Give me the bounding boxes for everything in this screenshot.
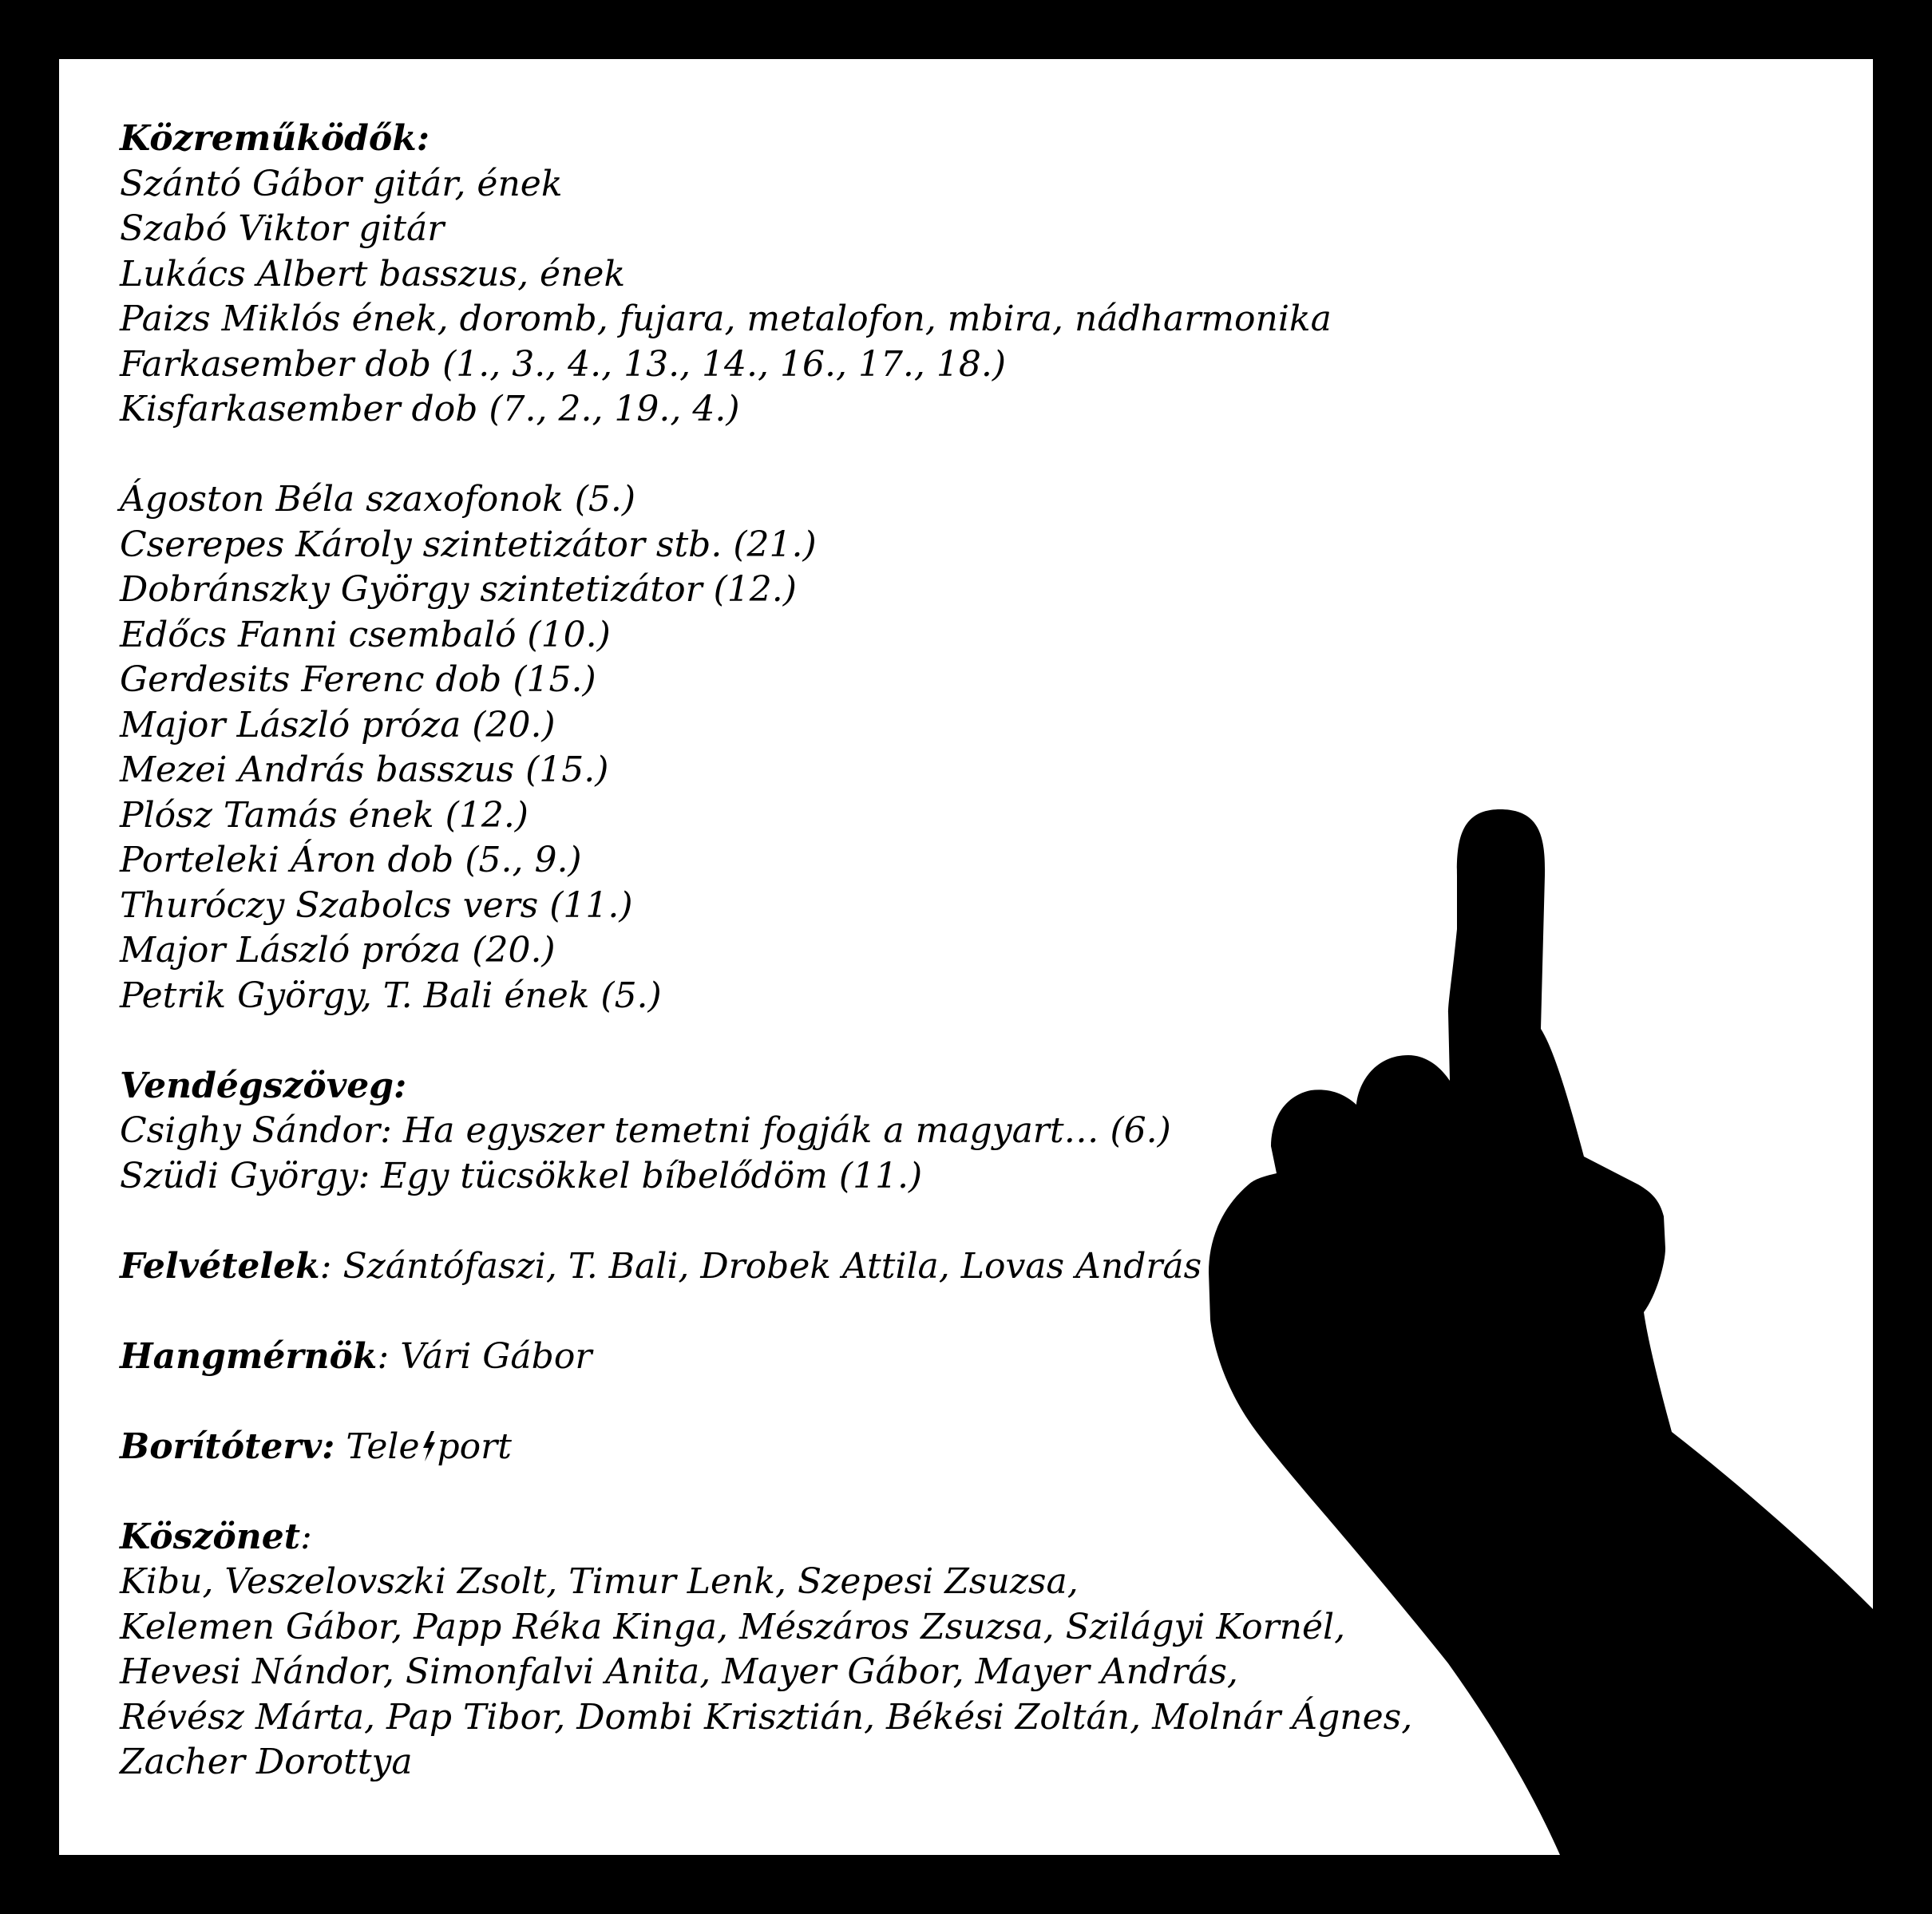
guest-contributor-line: Mezei András basszus (15.) bbox=[120, 749, 609, 790]
guest-contributor-line: Thuróczy Szabolcs vers (11.) bbox=[120, 884, 633, 926]
contributors-heading: Közreműködők: bbox=[120, 118, 430, 159]
guest-texts-heading: Vendégszöveg: bbox=[120, 1065, 407, 1106]
contributor-line: Kisfarkasember dob (7., 2., 19., 4.) bbox=[120, 389, 740, 429]
credits-text bbox=[120, 117, 1477, 1785]
thanks-line: Kibu, Veszelovszki Zsolt, Timur Lenk, Szepesi Zsuzsa, bbox=[120, 1561, 1079, 1602]
guest-text-line: Szüdi György: Egy tücsökkel bíbelődöm (11.) bbox=[120, 1155, 923, 1196]
spacer bbox=[120, 1289, 1477, 1335]
contributor-line: Szabó Viktor gitár bbox=[120, 208, 445, 249]
guest-contributor-line: Major László próza (20.) bbox=[120, 930, 556, 971]
cover-label: Borítóterv: bbox=[120, 1426, 335, 1467]
spacer bbox=[120, 433, 1477, 478]
guest-contributor-line: Cserepes Károly szintetizátor stb. (21.) bbox=[120, 524, 817, 565]
recordings-label: Felvételek bbox=[120, 1245, 320, 1287]
engineer-value: Vári Gábor bbox=[389, 1335, 592, 1377]
engineer-credit bbox=[120, 1335, 1477, 1380]
guest-text-line: Csighy Sándor: Ha egyszer temetni fogják a magyart… (6.) bbox=[120, 1110, 1171, 1151]
contributor-line: Paizs Miklós ének, doromb, fujara, metalofon, mbira, nádharmonika bbox=[120, 299, 1332, 339]
spacer bbox=[120, 1469, 1477, 1515]
recordings-colon: : bbox=[319, 1245, 332, 1287]
guest-contributor-line: Petrik György, T. Bali ének (5.) bbox=[120, 975, 662, 1016]
thanks-colon: : bbox=[300, 1516, 312, 1557]
cover-value-start: Tele bbox=[335, 1426, 420, 1467]
thanks-heading bbox=[120, 1515, 1477, 1560]
recordings-credit bbox=[120, 1244, 1477, 1290]
contributor-line: Farkasember dob (1., 3., 4., 13., 14., 16., 17., 18.) bbox=[120, 343, 1007, 385]
thanks-line: Kelemen Gábor, Papp Réka Kinga, Mészáros Zsuzsa, Szilágyi Kornél, bbox=[120, 1606, 1346, 1647]
guest-contributor-line: Dobránszky György szintetizátor (12.) bbox=[120, 569, 797, 610]
guest-contributor-line: Major László próza (20.) bbox=[120, 704, 556, 745]
guest-contributor-line: Porteleki Áron dob (5., 9.) bbox=[120, 840, 582, 880]
guest-contributor-line: Gerdesits Ferenc dob (15.) bbox=[120, 659, 596, 700]
recordings-value: Szántófaszi, T. Bali, Drobek Attila, Lovas András bbox=[331, 1245, 1202, 1287]
engineer-colon: : bbox=[377, 1335, 390, 1377]
spacer bbox=[120, 1199, 1477, 1244]
engineer-label: Hangmérnök bbox=[120, 1335, 378, 1377]
contributor-line: Lukács Albert basszus, ének bbox=[120, 253, 626, 295]
thanks-line: Révész Márta, Pap Tibor, Dombi Krisztián, Békési Zoltán, Molnár Ágnes, bbox=[120, 1696, 1413, 1738]
guest-contributor-line: Plósz Tamás ének (12.) bbox=[120, 794, 529, 836]
guest-contributor-line: Edőcs Fanni csembaló (10.) bbox=[120, 614, 611, 655]
contributor-line: Szántó Gábor gitár, ének bbox=[120, 163, 563, 204]
credits-page bbox=[59, 59, 1873, 1855]
lightning-bolt-icon bbox=[421, 1431, 437, 1461]
cover-value-end: port bbox=[437, 1426, 512, 1467]
thanks-label: Köszönet bbox=[120, 1516, 301, 1557]
cover-credit bbox=[120, 1425, 1477, 1470]
spacer bbox=[120, 1379, 1477, 1425]
thanks-line: Zacher Dorottya bbox=[120, 1742, 413, 1782]
thanks-line: Hevesi Nándor, Simonfalvi Anita, Mayer Gábor, Mayer András, bbox=[120, 1651, 1238, 1692]
spacer bbox=[120, 1018, 1477, 1064]
guest-contributor-line: Ágoston Béla szaxofonok (5.) bbox=[120, 479, 636, 520]
